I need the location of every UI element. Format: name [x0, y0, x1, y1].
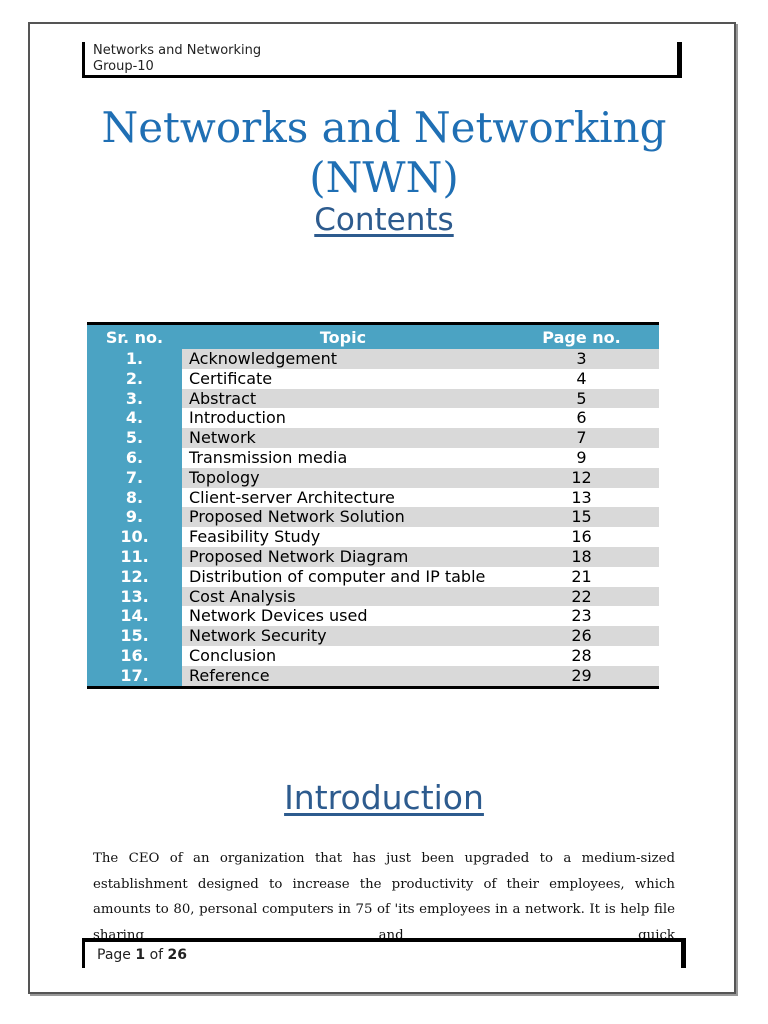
document-title-line2: (NWN) [309, 153, 459, 202]
toc-page-cell: 18 [504, 547, 659, 567]
toc-page-cell: 6 [576, 408, 587, 428]
toc-row [87, 408, 659, 428]
toc-page-cell: 4 [576, 368, 587, 388]
toc-sr-cell: 5. [87, 428, 182, 448]
toc-row [87, 369, 659, 389]
toc-page-cell: 3 [504, 349, 659, 369]
toc-sr-cell: 16. [87, 646, 182, 666]
toc-row [87, 606, 659, 626]
toc-row [87, 527, 659, 547]
introduction-heading: Introduction [284, 778, 484, 817]
toc-sr-cell: 8. [87, 488, 182, 508]
header-document-title: Networks and Networking [93, 43, 262, 58]
toc-page-cell: 15 [504, 507, 659, 527]
toc-topic-cell: Proposed Network Solution [182, 507, 504, 527]
toc-row [87, 567, 659, 587]
toc-sr-cell: 2. [87, 369, 182, 389]
toc-sr-cell: 9. [87, 507, 182, 527]
toc-row [87, 646, 659, 666]
toc-topic-cell: Topology [182, 468, 504, 488]
toc-page-cell: 28 [571, 645, 592, 665]
toc-sr-cell: 6. [87, 448, 182, 468]
toc-topic-cell: Certificate [189, 368, 273, 388]
toc-row [87, 349, 659, 369]
toc-topic-cell: Network Security [182, 626, 504, 646]
toc-page-cell: 16 [571, 527, 592, 547]
toc-row [87, 488, 659, 508]
toc-row [87, 428, 659, 448]
toc-sr-cell: 15. [87, 626, 182, 646]
header-group: Group-10 [93, 59, 154, 74]
footer-total-pages: 26 [167, 947, 187, 963]
toc-row [87, 507, 659, 527]
toc-sr-cell: 13. [87, 587, 182, 607]
toc-header-sr: Sr. no. [87, 324, 182, 350]
toc-row [87, 448, 659, 468]
toc-row [87, 468, 659, 488]
contents-heading: Contents [314, 202, 454, 238]
document-title-line1: Networks and Networking [101, 103, 667, 152]
toc-topic-cell: Reference [182, 666, 504, 687]
toc-topic-cell: Network Devices used [189, 606, 368, 626]
toc-row [87, 666, 659, 687]
toc-page-cell: 5 [504, 389, 659, 409]
toc-page-cell: 9 [576, 447, 587, 467]
toc-row [87, 389, 659, 409]
toc-sr-cell: 17. [87, 666, 182, 687]
toc-topic-cell: Abstract [182, 389, 504, 409]
toc-page-cell: 7 [504, 428, 659, 448]
toc-page-cell: 26 [504, 626, 659, 646]
toc-topic-cell: Distribution of computer and IP table [189, 566, 486, 586]
toc-topic-cell: Client-server Architecture [189, 487, 395, 507]
introduction-paragraph: The CEO of an organization that has just been upgraded to a medium-sized establishment designed to increase the productivity of their employees, which amounts to 80, personal computers in 75 of 'its employees in a network. It is help file sharing and quick [93, 851, 675, 943]
toc-topic-cell: Network [182, 428, 504, 448]
toc-page-cell: 29 [504, 666, 659, 687]
toc-sr-cell: 14. [87, 606, 182, 626]
table-of-contents [87, 322, 659, 689]
toc-sr-cell: 10. [87, 527, 182, 547]
toc-header-page: Page no. [504, 324, 659, 350]
toc-sr-cell: 11. [87, 547, 182, 567]
page-header [82, 42, 682, 78]
toc-header-topic: Topic [182, 324, 504, 350]
toc-topic-cell: Cost Analysis [182, 587, 504, 607]
toc-page-cell: 21 [571, 566, 592, 586]
toc-header-row [87, 324, 659, 350]
page-footer [82, 938, 686, 968]
toc-page-cell: 13 [571, 487, 592, 507]
footer-of-label: of [149, 947, 164, 963]
footer-current-page: 1 [135, 947, 146, 963]
toc-topic-cell: Acknowledgement [182, 349, 504, 369]
toc-sr-cell: 4. [87, 408, 182, 428]
toc-page-cell: 22 [504, 587, 659, 607]
toc-sr-cell: 1. [87, 349, 182, 369]
toc-row [87, 547, 659, 567]
toc-sr-cell: 3. [87, 389, 182, 409]
toc-page-cell: 23 [571, 606, 592, 626]
toc-topic-cell: Introduction [189, 408, 286, 428]
toc-sr-cell: 7. [87, 468, 182, 488]
footer-page-label: Page [97, 947, 131, 963]
toc-sr-cell: 12. [87, 567, 182, 587]
toc-topic-cell: Proposed Network Diagram [182, 547, 504, 567]
toc-row [87, 626, 659, 646]
toc-topic-cell: Feasibility Study [189, 527, 321, 547]
toc-topic-cell: Conclusion [189, 645, 277, 665]
toc-topic-cell: Transmission media [189, 447, 348, 467]
toc-row [87, 587, 659, 607]
toc-page-cell: 12 [504, 468, 659, 488]
